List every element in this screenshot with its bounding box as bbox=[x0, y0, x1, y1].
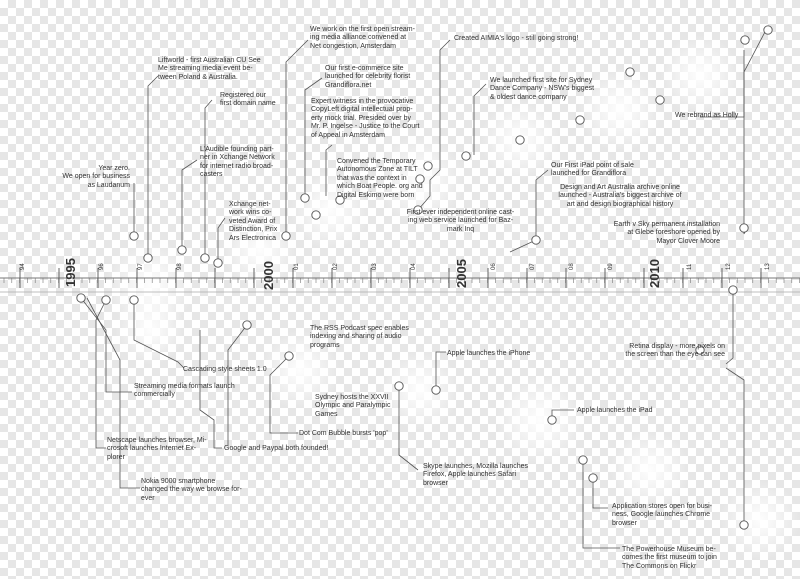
glow-11 bbox=[610, 430, 690, 510]
year-label-94: 94 bbox=[20, 263, 26, 270]
event-node-11 bbox=[532, 236, 540, 244]
event-node-3 bbox=[178, 246, 186, 254]
event-css: Cascading style sheets 1.0 bbox=[183, 366, 267, 373]
event-expert-witness: Expert witness in the provocative CopyLeft digital intellectual prop- erty mock trial. Presided over by Mr. P. Ingelse - Justice to the Court of Appeal in Amsterdam bbox=[311, 98, 420, 139]
event-node-23 bbox=[285, 352, 293, 360]
event-node-1 bbox=[144, 254, 152, 262]
event-node-25 bbox=[432, 386, 440, 394]
event-node-0 bbox=[130, 232, 138, 240]
event-node-13 bbox=[516, 136, 524, 144]
event-node-17 bbox=[764, 26, 772, 34]
year-label-98: 98 bbox=[177, 263, 183, 270]
year-label-06: 06 bbox=[491, 263, 497, 270]
event-iphone: Apple launches the iPhone bbox=[447, 350, 531, 357]
event-node-4 bbox=[214, 259, 222, 267]
year-label-97: 97 bbox=[138, 263, 144, 270]
year-label-2000: 2000 bbox=[261, 261, 276, 290]
event-powerhouse: The Powerhouse Museum be- comes the first museum to join The Commons on Flickr bbox=[622, 546, 717, 570]
event-node-18 bbox=[740, 224, 748, 232]
event-netscape: Netscape launches browser, Mi- crosoft launches Internet Ex- plorer bbox=[107, 437, 207, 461]
leader-line-12 bbox=[744, 50, 746, 234]
year-label-96: 96 bbox=[99, 263, 105, 270]
event-node-22 bbox=[243, 321, 251, 329]
event-node-24 bbox=[395, 382, 403, 390]
year-label-03: 03 bbox=[372, 263, 378, 270]
event-google: Google and Paypal both founded! bbox=[224, 445, 329, 452]
glow-10 bbox=[495, 375, 585, 465]
event-node-10 bbox=[462, 152, 470, 160]
event-open-streaming: We work on the first open stream- ing media alliance convened at Net congestion, Amsterdam bbox=[310, 26, 415, 50]
event-ecommerce: Our first e-commerce site launched for celebrity florist Grandiflora.net bbox=[325, 65, 411, 89]
event-node-19 bbox=[77, 294, 85, 302]
year-label-11: 11 bbox=[687, 263, 693, 270]
event-year-zero: Year zero. We open for business as Laudanum bbox=[62, 165, 130, 189]
event-appstores: Application stores open for busi- ness, Google launches Chrome browser bbox=[612, 503, 712, 527]
event-node-15 bbox=[656, 96, 664, 104]
glow-7 bbox=[115, 295, 185, 365]
event-node-7 bbox=[312, 211, 320, 219]
event-node-26 bbox=[548, 416, 556, 424]
event-casting: First ever independent online cast- ing web service launched for Baz- mark Inq bbox=[406, 209, 515, 233]
leader-line-15 bbox=[96, 300, 106, 448]
event-node-27 bbox=[579, 456, 587, 464]
event-tat: Convened the Temporary Autonomous Zone at TILT that was the context in which Boat People. org and Digital Eskimo were born bbox=[337, 158, 423, 199]
event-node-14 bbox=[626, 68, 634, 76]
year-label-1995: 1995 bbox=[63, 258, 78, 287]
event-rss: The RSS Podcast spec enables indexing and sharing of audio programs bbox=[310, 325, 409, 349]
event-skype: Skype launches, Mozilla launches Firefox, Apple launches Safari browser bbox=[423, 463, 529, 487]
event-node-20 bbox=[102, 296, 110, 304]
event-node-2 bbox=[201, 254, 209, 262]
event-retina: Retina display - more pixels on the screen than the eye can see bbox=[625, 343, 725, 359]
event-node-29 bbox=[729, 286, 737, 294]
event-sydney-dance: We launched first site for Sydney Dance Company - NSW's biggest & oldest dance company bbox=[490, 77, 595, 101]
year-label-2005: 2005 bbox=[454, 259, 469, 288]
year-label-07: 07 bbox=[530, 263, 536, 270]
event-olympics: Sydney hosts the XXVII Olympic and Paralympic Games bbox=[315, 394, 391, 418]
year-label-02: 02 bbox=[333, 263, 339, 270]
event-daa: Design and Art Australia archive online launched - Australia's biggest archive of art and design biographical history bbox=[558, 184, 682, 208]
event-xchange-award: Xchange net- work wins co- veted Award of Distinction, Prix Ars Electronica bbox=[229, 201, 278, 242]
year-label-13: 13 bbox=[765, 263, 771, 270]
leader-line-3 bbox=[182, 160, 197, 250]
event-dotcom: Dot Com Bubble bursts 'pop' bbox=[299, 430, 388, 437]
event-node-12 bbox=[576, 116, 584, 124]
event-domain: Registered our first domain name bbox=[220, 92, 276, 108]
leader-line-1 bbox=[148, 76, 158, 258]
event-node-16 bbox=[741, 36, 749, 44]
event-node-28 bbox=[589, 474, 597, 482]
event-node-21 bbox=[130, 296, 138, 304]
event-ipad-sale: Our First iPad point of sale launched for Grandiflora bbox=[551, 162, 634, 178]
year-label-12: 12 bbox=[726, 263, 732, 270]
event-ipad: Apple launches the iPad bbox=[577, 407, 653, 414]
leader-line-22 bbox=[726, 290, 733, 364]
event-laudible: L'Audible founding part- ner in Xchange Network for internet radio broad- casters bbox=[200, 146, 275, 179]
event-holly: We rebrand as Holly bbox=[675, 112, 739, 119]
year-label-09: 09 bbox=[608, 263, 614, 270]
event-liftworld: Liftworld - first Australian CU See Me streaming media event be- tween Poland & Australia. bbox=[158, 57, 261, 81]
event-aimia: Created AIMIA's logo - still going strong! bbox=[454, 35, 579, 42]
year-label-08: 08 bbox=[569, 263, 575, 270]
year-label-01: 01 bbox=[294, 263, 300, 270]
glow-6 bbox=[660, 35, 740, 115]
event-streaming-formats: Streaming media formats launch commercially bbox=[134, 383, 235, 399]
year-label-04: 04 bbox=[411, 263, 417, 270]
year-label-2010: 2010 bbox=[647, 259, 662, 288]
leader-line-24 bbox=[593, 478, 608, 508]
event-earth-sky: Earth v Sky permanent installation at Glebe foreshore opened by Mayor Clover Moore bbox=[613, 221, 720, 245]
event-node-6 bbox=[301, 194, 309, 202]
event-nokia: Nokia 9000 smartphone changed the way we browse for- ever bbox=[141, 478, 242, 502]
